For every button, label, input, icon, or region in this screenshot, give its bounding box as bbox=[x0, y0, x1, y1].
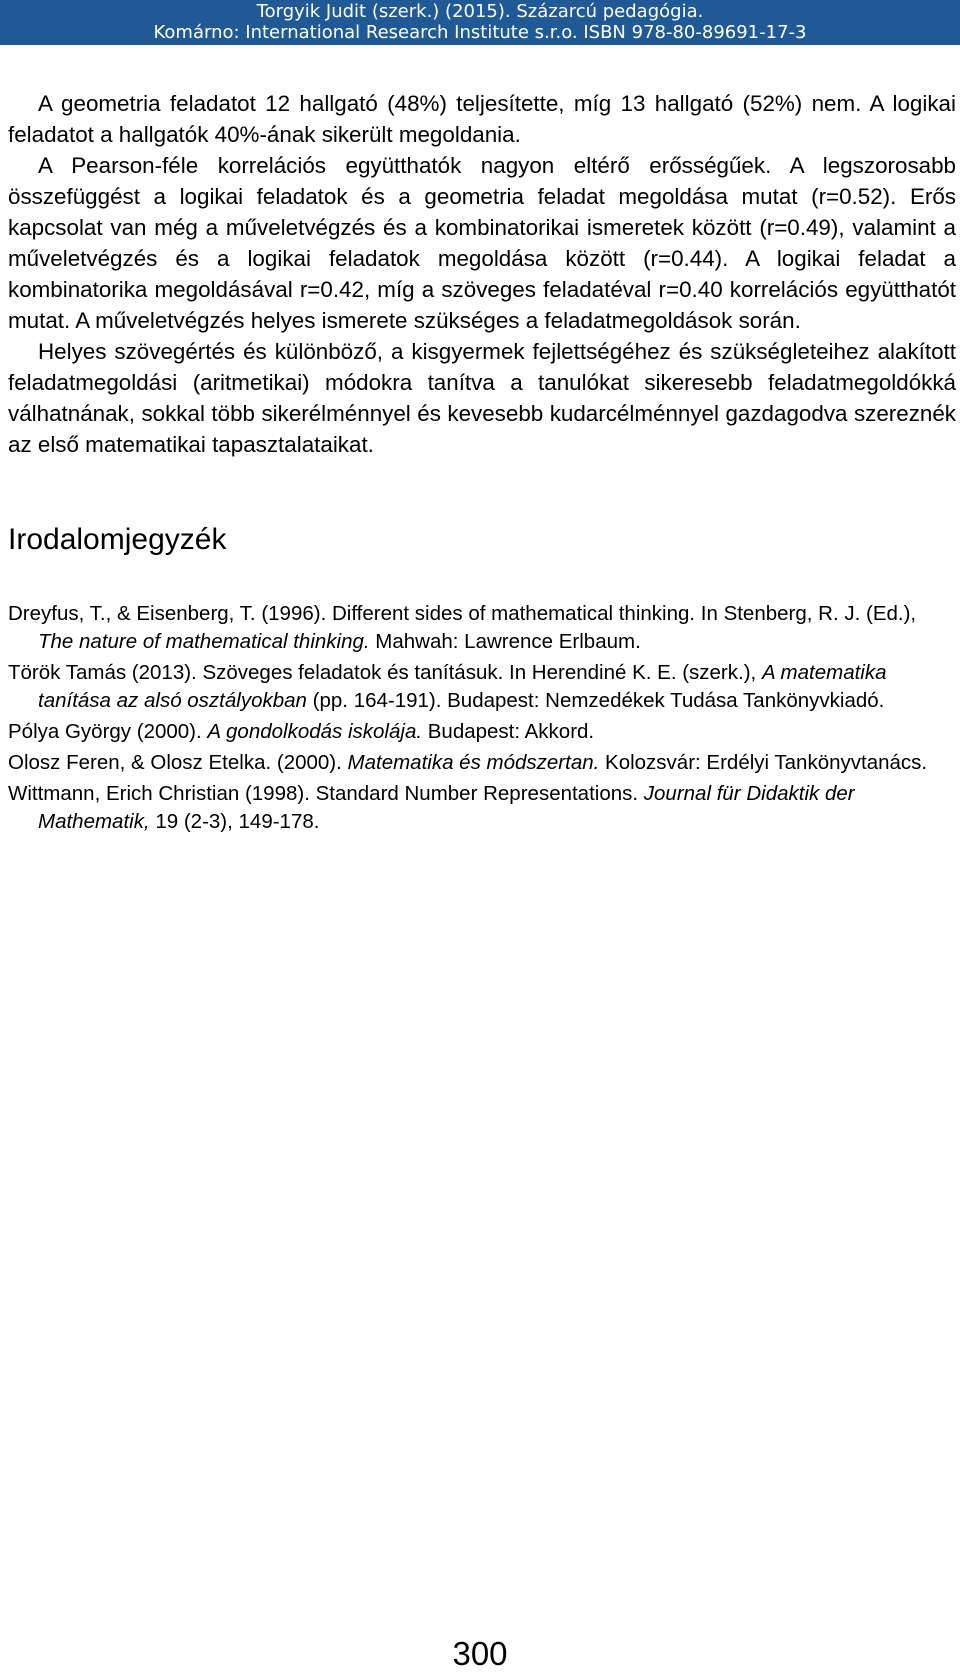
document-header bbox=[0, 0, 960, 45]
header-publisher-line: Komárno: International Research Institute s.r.o. ISBN 978-80-89691-17-3 bbox=[153, 22, 807, 43]
bibliography-heading: Irodalomjegyzék bbox=[8, 523, 227, 556]
reference-item-dreyfus: Dreyfus, T., & Eisenberg, T. (1996). Different sides of mathematical thinking. In Stenberg, R. J. (Ed.), The nature of mathematical thinking. Mahwah: Lawrence Erlbaum. bbox=[8, 602, 917, 653]
reference-item-torok: Török Tamás (2013). Szöveges feladatok és tanításuk. In Herendiné K. E. (szerk.), A matematika tanítása az alsó osztályokban (pp. 164-191). Budapest: Nemzedékek Tudása Tankönyvkiadó. bbox=[8, 661, 887, 712]
paragraph-correlations: A Pearson-féle korrelációs együtthatók nagyon eltérő erősségűek. A legszorosabb összefüggést a logikai feladatok és a geometria feladat megoldása mutat (r=0.52). Erős kapcsolat van még a műveletvégzés és a kombinatorikai ismeretek között (r=0.49), valamint a műveletvégzés és a logikai feladatok megoldása között (r=0.44). A logikai feladat a kombinatorika megoldásával r=0.42, míg a szöveges feladatéval r=0.40 korrelációs együtthatót mutat. A műveletvégzés helyes ismerete szükséges a feladatmegoldások során. bbox=[8, 153, 956, 333]
reference-item-olosz: Olosz Feren, & Olosz Etelka. (2000). Matematika és módszertan. Kolozsvár: Erdélyi Tankönyvtanács. bbox=[8, 751, 928, 774]
reference-item-polya: Pólya György (2000). A gondolkodás iskolája. Budapest: Akkord. bbox=[8, 720, 595, 743]
reference-item-wittmann: Wittmann, Erich Christian (1998). Standard Number Representations. Journal für Didaktik der Mathematik, 19 (2-3), 149-178. bbox=[8, 782, 855, 833]
reference-list bbox=[8, 600, 956, 836]
paragraph-conclusion: Helyes szövegértés és különböző, a kisgyermek fejlettségéhez és szükségleteihez alakított feladatmegoldási (aritmetikai) módokra tanítva a tanulókat sikeresebb feladatmegoldókká válhatnának, sokkal több sikerélménnyel és kevesebb kudarcélménnyel gazdagodva szereznék az első matematikai tapasztalataikat. bbox=[8, 339, 956, 457]
page-content bbox=[8, 88, 956, 836]
paragraph-geometry-results: A geometria feladatot 12 hallgató (48%) teljesítette, míg 13 hallgató (52%) nem. A logikai feladatot a hallgatók 40%-ának sikerült megoldania. bbox=[8, 91, 956, 147]
header-citation-line: Torgyik Judit (szerk.) (2015). Százarcú pedagógia. bbox=[256, 1, 704, 22]
page-number: 300 bbox=[452, 1635, 508, 1672]
